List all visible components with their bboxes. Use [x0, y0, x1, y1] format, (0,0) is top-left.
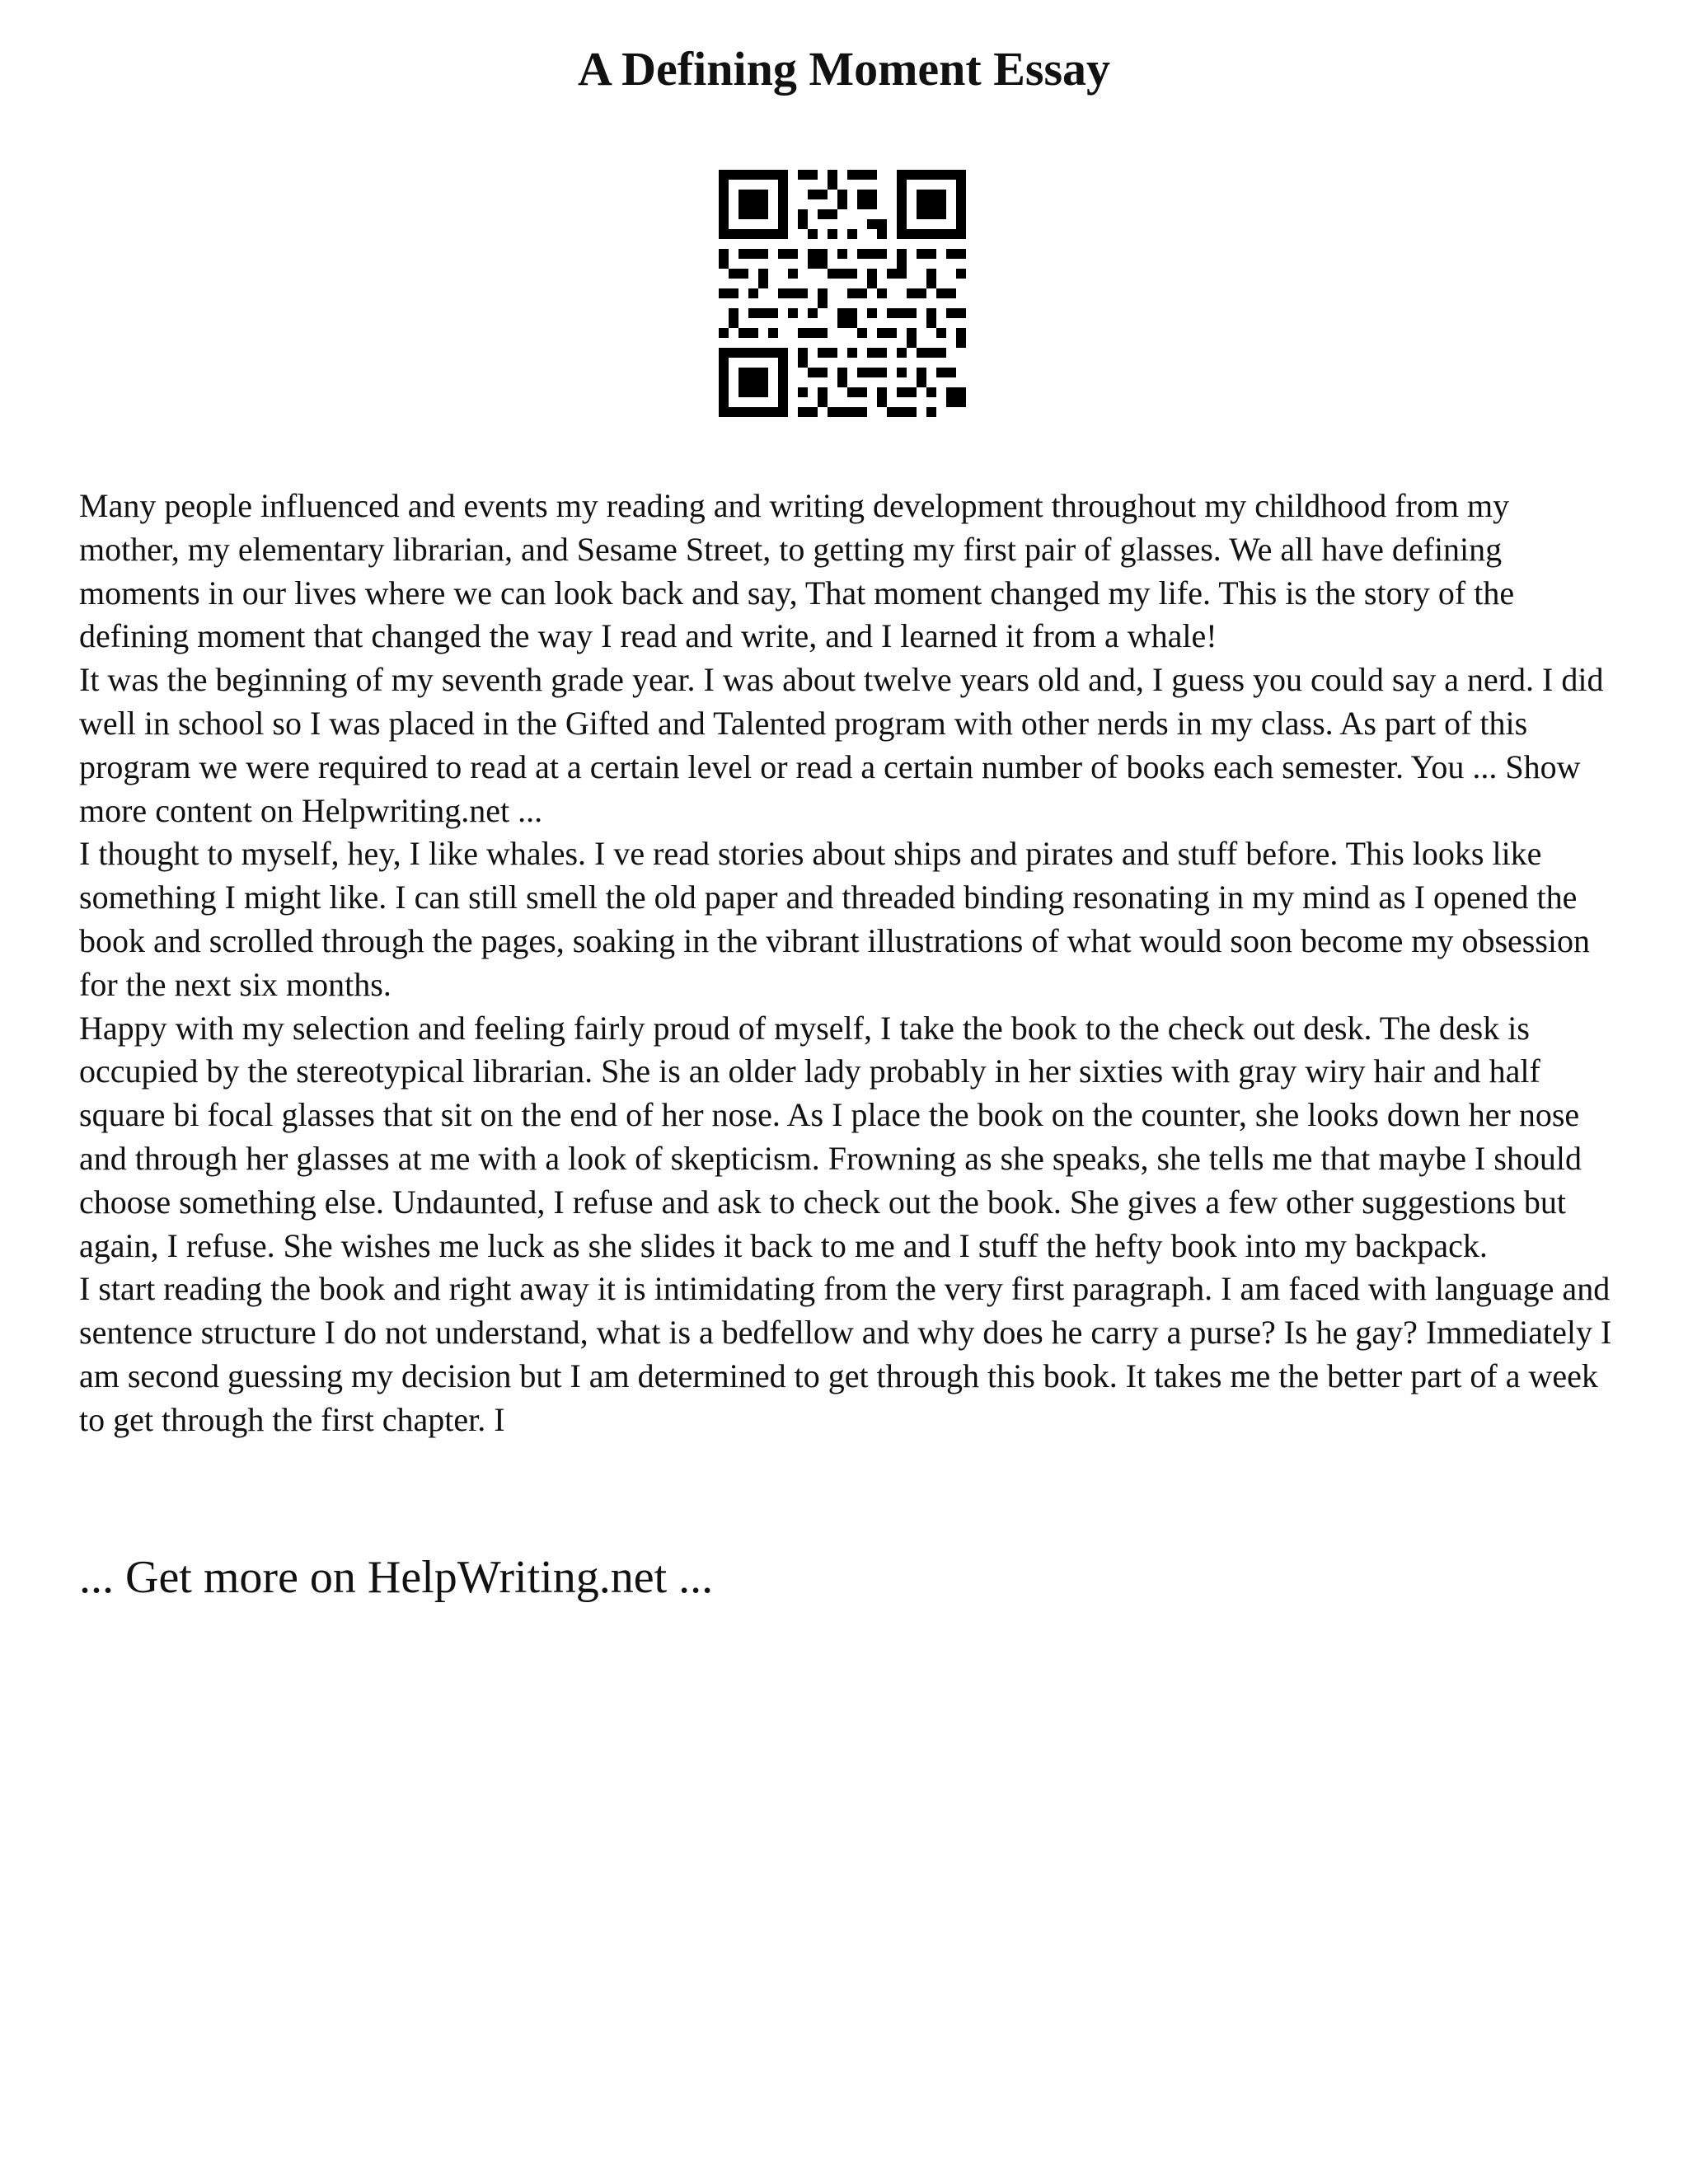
get-more-link[interactable]: ... Get more on HelpWriting.net ... — [79, 1552, 714, 1603]
paragraph-2: It was the beginning of my seventh grade year. I was about twelve years old and, I guess you could say a nerd. I did well in school so I was placed in the Gifted and Talented program with other nerds in my class. As part of this program we were required to read at a certain level or read a certain number of books each semester. You ... Show more content on Helpwriting.net ... — [79, 661, 1604, 829]
qr-code — [719, 170, 966, 417]
essay-body — [79, 485, 1612, 1442]
paragraph-4: Happy with my selection and feeling fairly proud of myself, I take the book to the check out desk. The desk is occupied by the stereotypical librarian. She is an older lady probably in her sixties with gray wiry hair and half square bi focal glasses that sit on the end of her nose. As I place the book on the counter, she looks down her nose and through her glasses at me with a look of skepticism. Frowning as she speaks, she tells me that maybe I should choose something else. Undaunted, I refuse and ask to check out the book. She gives a few other suggestions but again, I refuse. She wishes me luck as she slides it back to me and I stuff the hefty book into my backpack. — [79, 1009, 1582, 1264]
paragraph-5: I start reading the book and right away it is intimidating from the very first paragraph. I am faced with language and sentence structure I do not understand, what is a bedfellow and why does he carry a purse? Is he gay? Immediately I am second guessing my decision but I am determined to get through this book. It takes me the better part of a week to get through the first chapter. I — [79, 1270, 1612, 1438]
document-title: A Defining Moment Essay — [577, 42, 1111, 96]
paragraph-3: I thought to myself, hey, I like whales. I ve read stories about ships and pirates and stuff before. This looks like something I might like. I can still smell the old paper and threaded binding resonating in my mind as I opened the book and scrolled through the pages, soaking in the vibrant illustrations of what would soon become my obsession for the next six months. — [79, 835, 1591, 1003]
paragraph-1: Many people influenced and events my reading and writing development throughout my childhood from my mother, my elementary librarian, and Sesame Street, to getting my first pair of glasses. We all have defining moments in our lives where we can look back and say, That moment changed my life. This is the story of the defining moment that changed the way I read and write, and I learned it from a whale! — [79, 487, 1515, 655]
